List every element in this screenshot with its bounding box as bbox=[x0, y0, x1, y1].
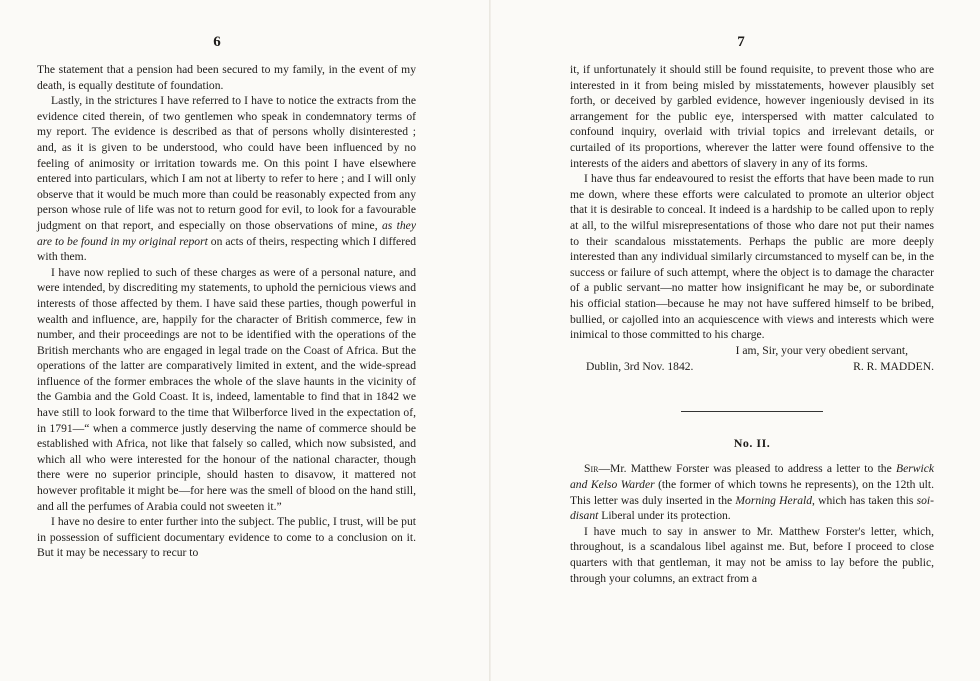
paragraph: Lastly, in the strictures I have referred to I have to notice the extracts from the evidence cited therein, of two gentlemen who speak in condemnatory terms of my report. The evidence is described as that of persons wholly disinterested ; and, as it is given to be understood, who could have been influenced by no feeling of animosity or irritation towards me. On this point I have elsewhere entered into particulars, which I am not at liberty to refer to here ; and I will only observe that it would be much more than could be reasonably expected from any person whose rule of life was not to return good for evil, to look for a favourable judgment on that report, and especially on those observations of mine, as they are to be found in my original report on acts of theirs, respecting which I differed with them. bbox=[37, 94, 417, 264]
place-date: Dublin, 3rd Nov. 1842. bbox=[586, 360, 694, 374]
italic-term: soi-disant bbox=[570, 493, 934, 523]
section-heading: No. II. bbox=[733, 435, 771, 450]
signature-block bbox=[570, 359, 934, 375]
italic-phrase: as they are to be found in my original report bbox=[37, 218, 416, 248]
newspaper-title: Morning Herald bbox=[735, 493, 813, 507]
text-run: Liberal under its protection. bbox=[598, 509, 731, 523]
closing-line: I am, Sir, your very obedient servant, bbox=[735, 343, 908, 357]
paragraph: The statement that a pension had been secured to my family, in the event of my death, is equally destitute of foundation. bbox=[37, 63, 416, 92]
paragraph: I have thus far endeavoured to resist the efforts that have been made to run me down, where these efforts were calculated to promote an ulterior object that it is desirable to conceal. It indeed is a hardship to be called upon to reply at all, to the wilful misrepresentations of those who dare not put their names to their scandalous misstatements. Perhaps the public are more deeply interested than any individual similarly circumstanced to myself can be, in the success or failure of such attempt, where the object is to damage the character of a public servant—no matter how insignificant he may be, or subordinate his official station—because he may not have suffered himself to be bribed, bullied, or cajolled into an acquiescence with views and interests which were inimical to those committed to his charge. bbox=[570, 172, 934, 342]
letter-paragraph: I have much to say in answer to Mr. Matthew Forster's letter, which, throughout, is a scandalous libel against me. But, before I proceed to close quarters with that gentleman, it may not be amiss to lay before the public, through your columns, an extract from a bbox=[570, 524, 934, 585]
text-column bbox=[37, 62, 416, 561]
salutation: Sir bbox=[584, 462, 599, 476]
text-run: (the former of which towns he represents), on the 12th ult. This letter was duly inserted in the bbox=[570, 478, 934, 507]
paragraph: it, if unfortunately it should still be found requisite, to prevent those who are interested in it from being misled by misstatements, however plausibly set forth, or deceived by garbled evidence, however ingeniously devised in its arrangement for the public eye, interspersed with matter calculated to confound inquiry, overlaid with trivial topics and irrelevant details, or curtailed of its proportions, wherever the latter were found offensive to the interests of the aiders and abettors of slavery in any of its forms. bbox=[570, 63, 934, 170]
letter-paragraph bbox=[570, 461, 934, 523]
section-divider bbox=[681, 411, 823, 412]
text-run: , which has taken this bbox=[812, 493, 917, 507]
text-column bbox=[570, 62, 934, 586]
page-number: 6 bbox=[213, 34, 221, 50]
right-page bbox=[490, 0, 980, 681]
page-number: 7 bbox=[737, 34, 745, 50]
newspaper-title: Berwick and Kelso Warder bbox=[570, 462, 934, 492]
signature: R. R. MADDEN. bbox=[853, 360, 934, 374]
text-run: —Mr. Matthew Forster was pleased to address a letter to the bbox=[598, 462, 896, 476]
paragraph: I have no desire to enter further into the subject. The public, I trust, will be put in possession of sufficient documentary evidence to come to a conclusion on it. But it may be necessary to recur to bbox=[37, 515, 416, 560]
paragraph: I have now replied to such of these charges as were of a personal nature, and were intended, by discrediting my statements, to uphold the pernicious views and interests of those affected by them. I have said these parties, though powerful in wealth and influence, are, happily for the character of British commerce, few in number, and their proceedings are not to be identified with the operations of the British merchants who are engaged in legal trade on the Coast of Africa. But the operations of the latter are comparatively limited in extent, and the wide-spread influence of the former embraces the whole of the slave haunts in the vicinity of the Gambia and the Gold Coast. It is, indeed, lamentable to find that in 1842 we have still to look forward to the time that Wilberforce lived in the expectation of, in 1791—“ when a commerce justly deserving the name of commerce should be established with Africa, not like that falsely so called, which now subsisted, and which all who were interested for the honour of the national character, though there were no superior principle, should hasten to disavow, it mattered not however profitable it might be—for here was the smell of blood on the hand still, and all the perfumes of Arabia could not sweeten it.” bbox=[37, 265, 416, 513]
